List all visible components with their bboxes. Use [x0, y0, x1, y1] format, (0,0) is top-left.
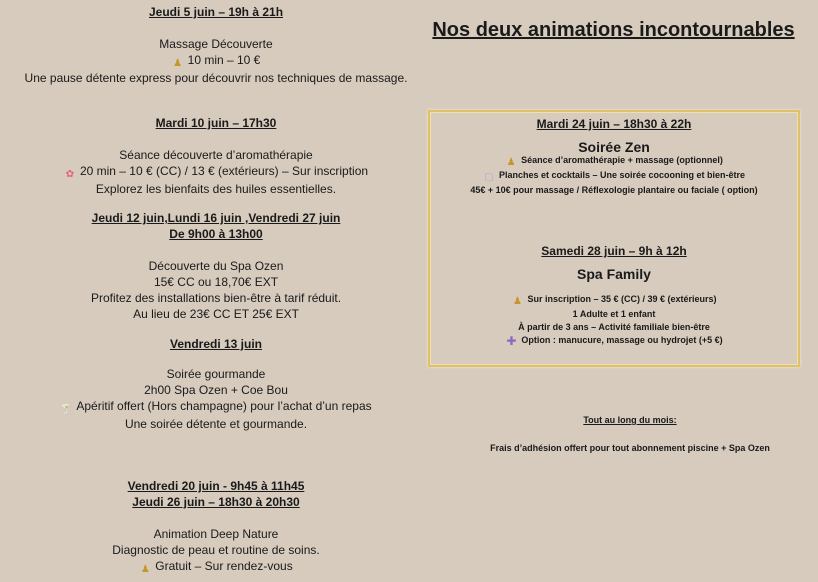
- event-date: Jeudi 5 juin – 19h à 21h: [148, 5, 284, 19]
- event-line-2: Gratuit – Sur rendez-vous: [155, 559, 293, 573]
- event-desc: Explorez les bienfaits des huiles essentielles.: [95, 182, 337, 196]
- event-price: 15€ CC ou 18,70€ EXT: [153, 275, 279, 289]
- event-spa-family: [430, 245, 798, 347]
- event-date: Mardi 24 juin – 18h30 à 22h: [536, 117, 692, 131]
- event-name: Découverte du Spa Ozen: [148, 259, 284, 273]
- event-date-2: Jeudi 26 juin – 18h30 à 20h30: [132, 495, 300, 509]
- event-soiree-zen: [430, 118, 798, 197]
- event-price: 10 min – 10 €: [187, 53, 261, 67]
- event-line-3: Une soirée détente et gourmande.: [124, 417, 308, 431]
- event-line-3: 45€ + 10€ pour massage / Réflexologie plantaire ou faciale ( option): [470, 185, 758, 195]
- event-date: Mardi 10 juin – 17h30: [155, 116, 277, 130]
- event-aromatherapie: [0, 115, 432, 197]
- event-name: Spa Family: [577, 266, 651, 282]
- event-line-1: Diagnostic de peau et routine de soins.: [112, 543, 320, 557]
- event-line-3: À partir de 3 ans – Activité familiale bien-être: [518, 322, 710, 332]
- event-time: De 9h00 à 13h00: [169, 227, 263, 241]
- event-line-2: Planches et cocktails – Une soirée cocooning et bien-être: [498, 170, 746, 180]
- person-icon: ♟: [173, 58, 183, 69]
- event-date: Jeudi 12 juin,Lundi 16 juin ,Vendredi 27 juin: [91, 211, 341, 225]
- month-text: Frais d’adhésion offert pour tout abonnement piscine + Spa Ozen: [490, 443, 770, 453]
- square-icon: ▢: [484, 172, 494, 183]
- event-line-1: 2h00 Spa Ozen + Coe Bou: [144, 383, 288, 397]
- event-date: Samedi 28 juin – 9h à 12h: [541, 244, 687, 258]
- glass-icon: 🍸: [60, 404, 73, 415]
- event-desc: Profitez des installations bien-être à tarif réduit.: [90, 291, 342, 305]
- event-price: 20 min – 10 € (CC) / 13 € (extérieurs) – Sur inscription: [79, 164, 369, 178]
- event-line-4: Option : manucure, massage ou hydrojet (+5 €): [521, 335, 723, 345]
- event-name: Séance découverte d’aromathérapie: [119, 148, 313, 162]
- event-spa-ozen: [0, 210, 432, 322]
- event-desc-2: Au lieu de 23€ CC ET 25€ EXT: [133, 307, 299, 321]
- flower-icon: ✿: [65, 169, 75, 180]
- person-icon: ♟: [140, 564, 150, 575]
- family-icon: ♟: [512, 296, 522, 307]
- event-line-2: Apéritif offert (Hors champagne) pour l’achat d’un repas: [76, 399, 372, 413]
- event-soiree-gourmande: [0, 336, 432, 432]
- event-line-1: Séance d’aromathérapie + massage (optionnel): [521, 155, 723, 165]
- event-name: Massage Découverte: [159, 37, 273, 51]
- event-date: Vendredi 20 juin - 9h45 à 11h45: [127, 479, 305, 493]
- event-line-2: 1 Adulte et 1 enfant: [572, 309, 656, 319]
- event-line-1: Sur inscription – 35 € (CC) / 39 € (extérieurs): [527, 294, 717, 304]
- event-deep-nature: [0, 478, 432, 576]
- featured-box: [428, 110, 800, 367]
- person-icon: ♟: [506, 157, 516, 168]
- page-title: Nos deux animations incontournables: [432, 19, 795, 41]
- event-desc: Une pause détente express pour découvrir nos techniques de massage.: [24, 71, 408, 85]
- month-heading: Tout au long du mois:: [583, 415, 677, 425]
- event-date: Vendredi 13 juin: [169, 337, 263, 351]
- event-name: Soirée gourmande: [166, 367, 266, 381]
- event-name: Soirée Zen: [578, 139, 650, 155]
- event-massage-decouverte: [0, 4, 432, 86]
- plus-icon: ✚: [506, 334, 517, 348]
- event-name: Animation Deep Nature: [153, 527, 279, 541]
